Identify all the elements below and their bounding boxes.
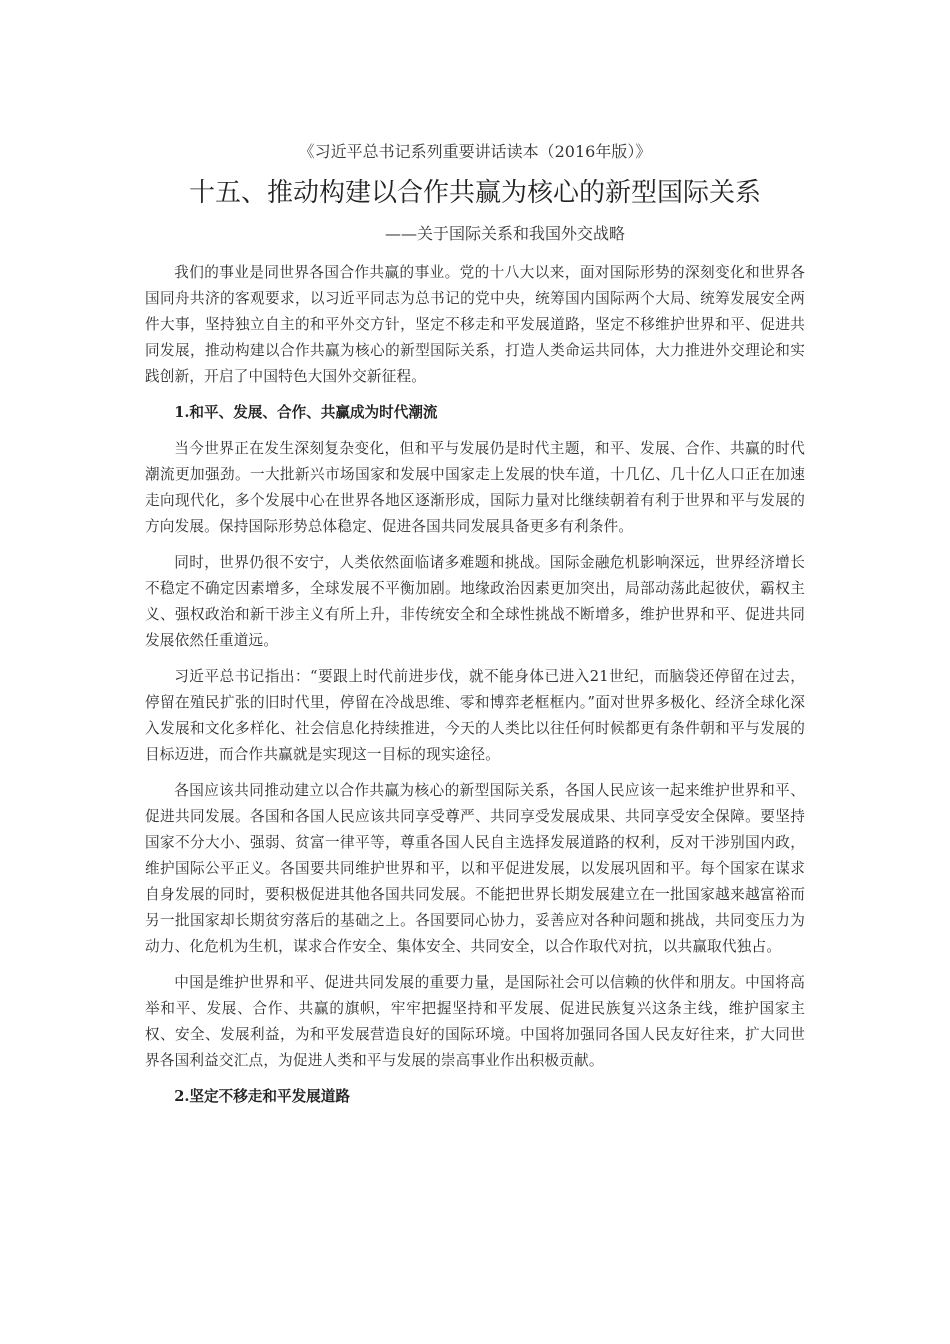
section-heading-1: 1.和平、发展、合作、共赢成为时代潮流 <box>174 404 438 421</box>
chapter-subtitle: ——关于国际关系和我国外交战略 <box>384 224 625 243</box>
body-paragraph: 中国是维护世界和平、促进共同发展的重要力量，是国际社会可以信赖的伙伴和朋友。中国将高举和平、发展、合作、共赢的旗帜，牢牢把握坚持和平发展、促进民族复兴这条主线，维护国家主权、安全、发展利益，为和平发展营造良好的国际环境。中国将加强同各国人民友好往来，扩大同世界各国利益交汇点，为促进人类和平与发展的崇高事业作出积极贡献。 <box>145 974 805 1069</box>
body-paragraph: 同时，世界仍很不安宁，人类依然面临诸多难题和挑战。国际金融危机影响深远，世界经济增长不稳定不确定因素增多，全球发展不平衡加剧。地缘政治因素更加突出，局部动荡此起彼伏，霸权主义、强权政治和新干涉主义有所上升，非传统安全和全球性挑战不断增多，维护世界和平、促进共同发展依然任重道远。 <box>145 554 805 649</box>
body-paragraph: 各国应该共同推动建立以合作共赢为核心的新型国际关系，各国人民应该一起来维护世界和平、促进共同发展。各国和各国人民应该共同享受尊严、共同享受发展成果、共同享受安全保障。要坚持国家不分大小、强弱、贫富一律平等，尊重各国人民自主选择发展道路的权利，反对干涉别国内政，维护国际公平正义。各国要共同维护世界和平，以和平促进发展，以发展巩固和平。每个国家在谋求自身发展的同时，要积极促进其他各国共同发展。不能把世界长期发展建立在一批国家越来越富裕而另一批国家却长期贫穷落后的基础之上。各国要同心协力，妥善应对各种问题和挑战，共同变压力为动力、化危机为生机，谋求合作安全、集体安全、共同安全，以合作取代对抗，以共赢取代独占。 <box>145 782 805 955</box>
chapter-title: 十五、推动构建以合作共赢为核心的新型国际关系 <box>188 178 761 208</box>
body-paragraph: 习近平总书记指出：“要跟上时代前进步伐，就不能身体已进入21世纪，而脑袋还停留在过去，停留在殖民扩张的旧时代里，停留在冷战思维、零和博弈老框框内。”面对世界多极化、经济全球化深入发展和文化多样化、社会信息化持续推进，今天的人类比以往任何时候都更有条件朝和平与发展的目标迈进，而合作共赢就是实现这一目标的现实途径。 <box>145 668 805 763</box>
book-title: 《习近平总书记系列重要讲话读本（2016年版）》 <box>298 142 652 161</box>
document-page <box>145 140 805 1120</box>
section-heading-2: 2.坚定不移走和平发展道路 <box>174 1088 350 1105</box>
intro-paragraph: 我们的事业是同世界各国合作共赢的事业。党的十八大以来，面对国际形势的深刻变化和世界各国同舟共济的客观要求，以习近平同志为总书记的党中央，统筹国内国际两个大局、统筹发展安全两件大事，坚持独立自主的和平外交方针，坚定不移走和平发展道路，坚定不移维护世界和平、促进共同发展，推动构建以合作共赢为核心的新型国际关系，打造人类命运共同体，大力推进外交理论和实践创新，开启了中国特色大国外交新征程。 <box>145 264 805 385</box>
body-paragraph: 当今世界正在发生深刻复杂变化，但和平与发展仍是时代主题，和平、发展、合作、共赢的时代潮流更加强劲。一大批新兴市场国家和发展中国家走上发展的快车道，十几亿、几十亿人口正在加速走向现代化，多个发展中心在世界各地区逐渐形成，国际力量对比继续朝着有利于世界和平与发展的方向发展。保持国际形势总体稳定、促进各国共同发展具备更多有利条件。 <box>145 440 805 535</box>
